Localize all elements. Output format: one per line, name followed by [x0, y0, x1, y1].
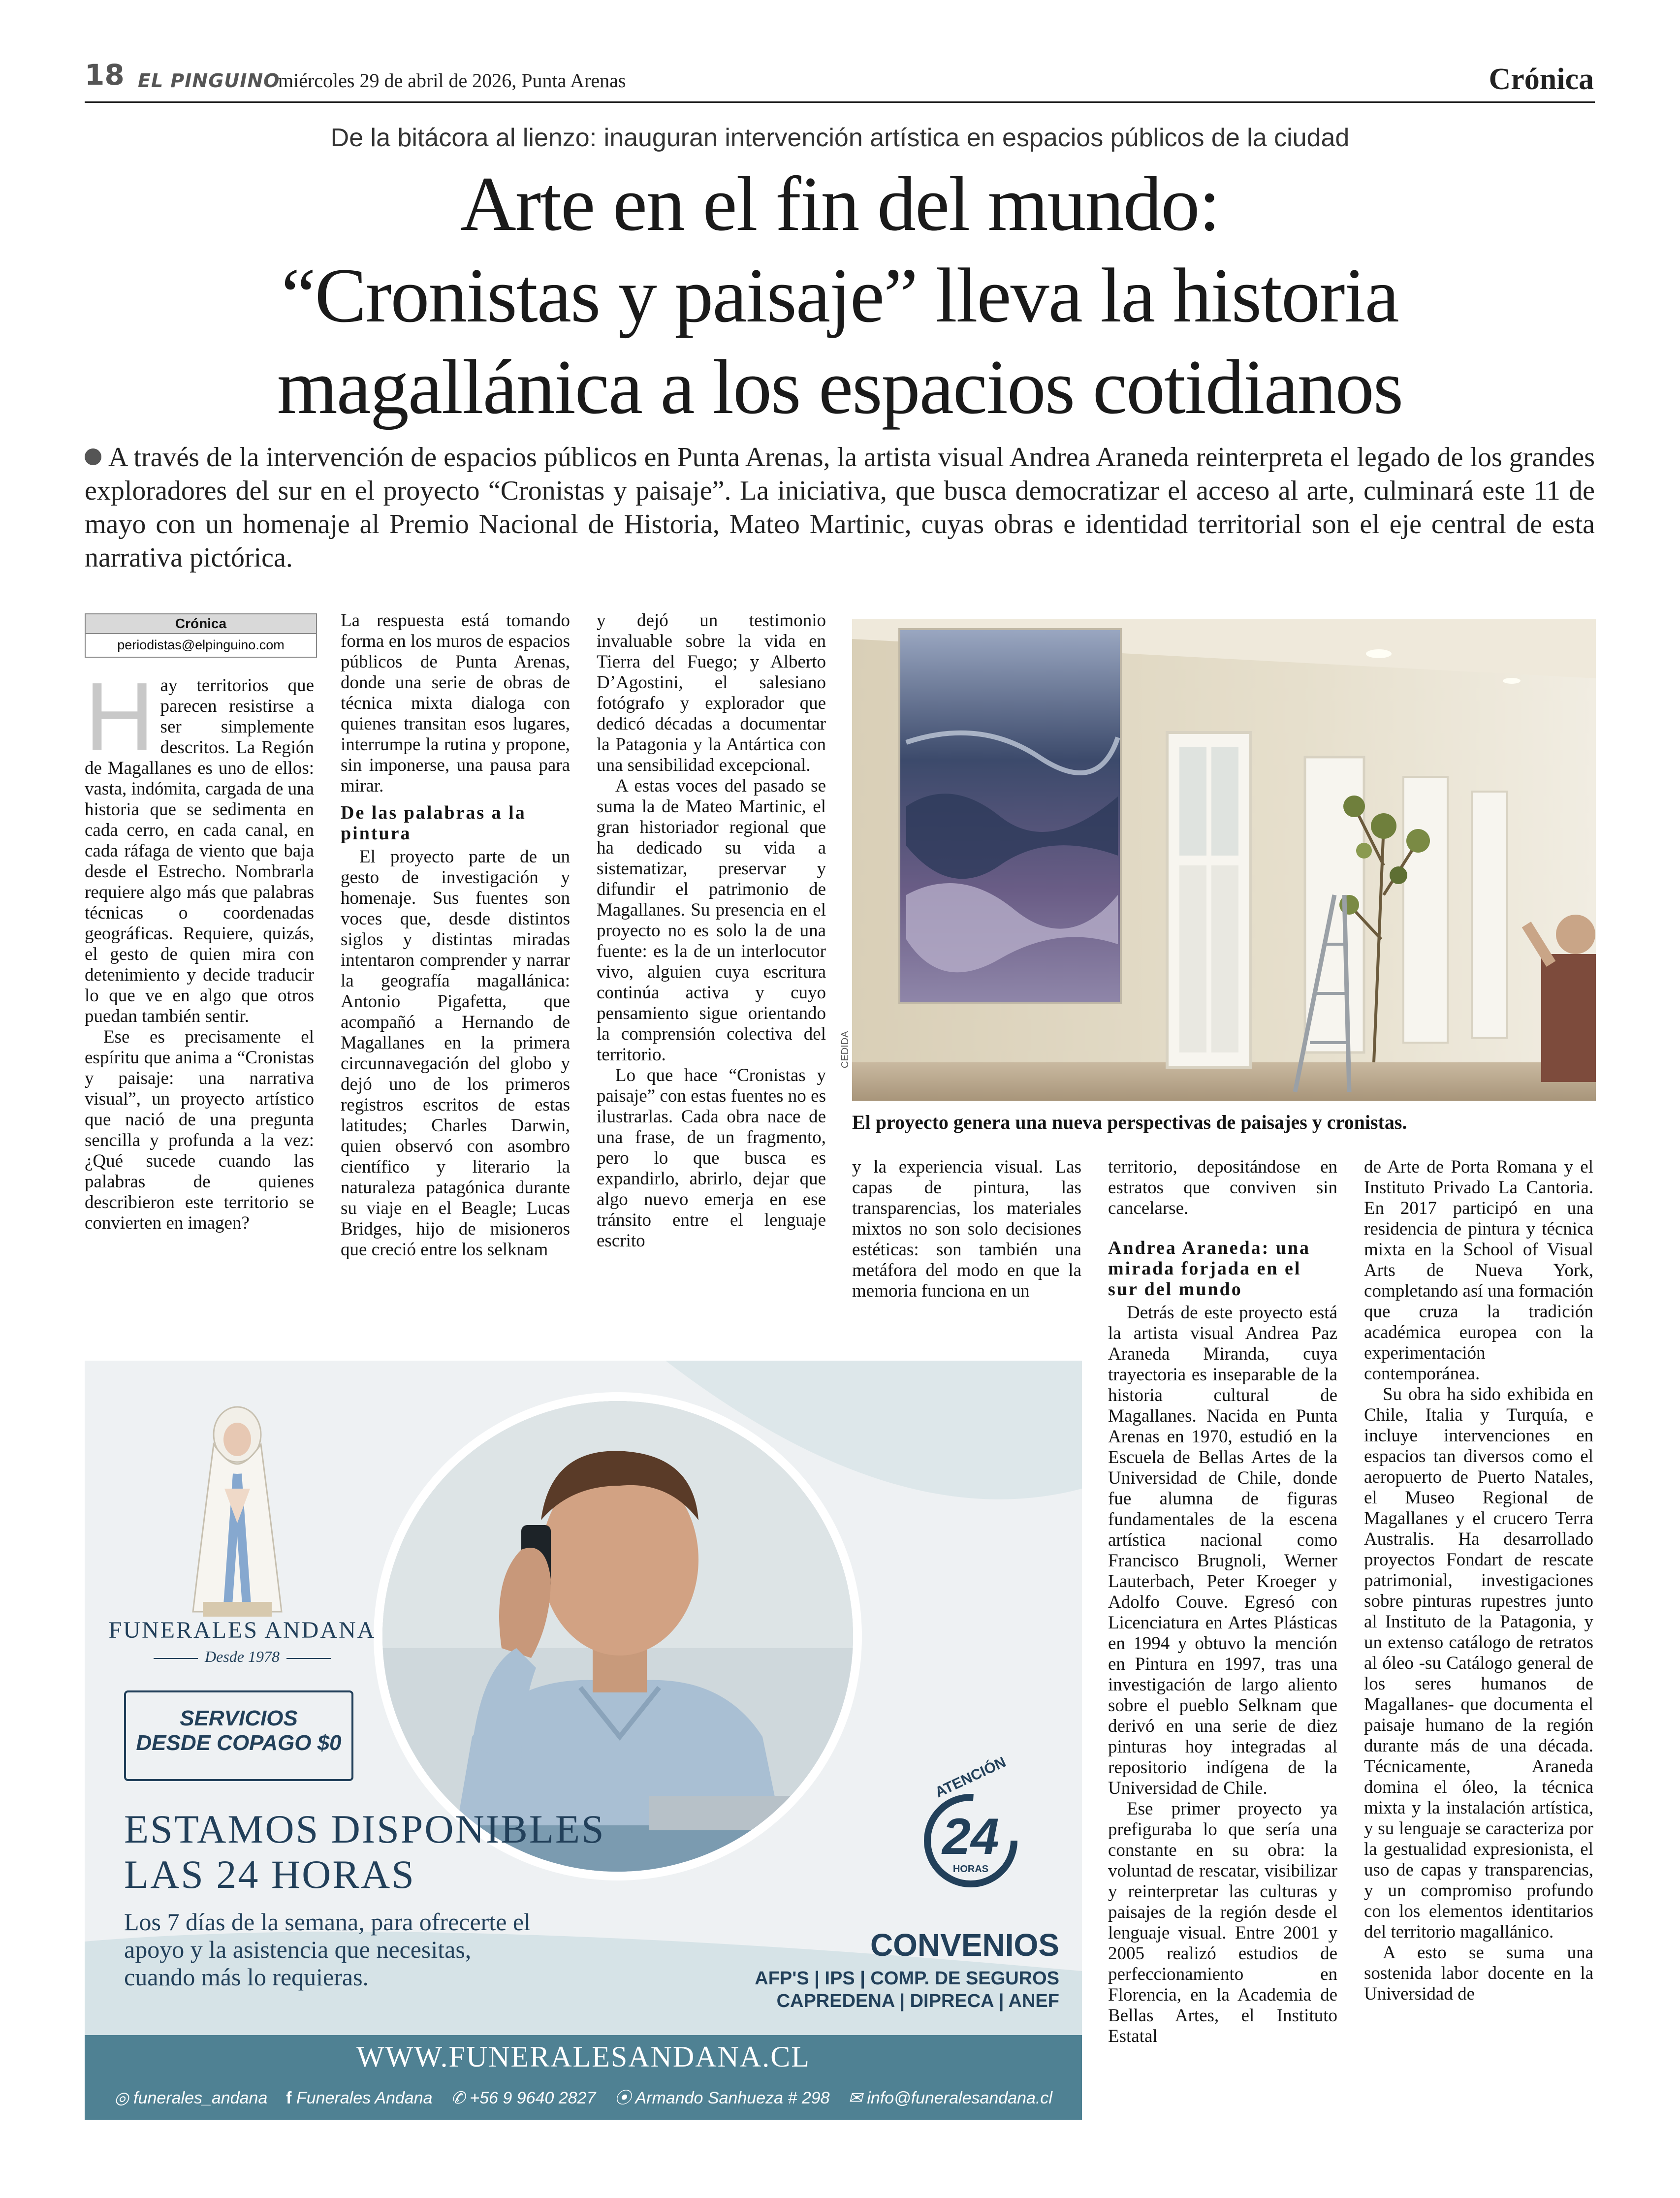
paragraph: territorio, depositándose en estratos que conviven sin cancelarse.	[1108, 1157, 1337, 1218]
ad-body-line-1: Los 7 días de la semana, para ofrecerte el	[124, 1908, 531, 1936]
ad-headline	[124, 1807, 605, 1897]
paragraph: Ese es precisamente el espíritu que anima a “Cronistas y paisaje: una narrativa visual”, un proyecto artístico que nació de una pregunta sencilla y profunda a la vez: ¿Qué sucede cuando las palabras de quienes describieron este territorio se convierten en imagen?	[85, 1027, 314, 1233]
paragraph: y la experiencia visual. Las capas de pintura, las transparencias, los materiales mixtos no son solo decisiones estéticas: son también una metáfora del modo en que la memoria funciona en un	[852, 1157, 1081, 1301]
byline-section: Crónica	[86, 614, 316, 634]
paragraph: y dejó un testimonio invaluable sobre la vida en Tierra del Fuego; y Alberto D’Agostini, el salesiano fotógrafo y explorador que dedicó décadas a documentar la Patagonia y la Antártica con una sensibilidad excepcional.	[597, 610, 826, 775]
convenios-list	[725, 1967, 1059, 2012]
paragraph: Su obra ha sido exhibida en Chile, Italia y Turquía, e incluye intervenciones en espacios tan diversos como el aeropuerto de Puerto Natales, el Museo Regional de Magallanes y el crucero Terra Australis. Ha desarrollado proyectos Fondart de rescate patrimonial, investigaciones sobre pinturas rupestres junto al Instituto de la Patagonia, y un extenso catálogo de retratos al óleo -su Catálogo general de los seres humanos de Magallanes- que documenta el paisaje humano de la región durante más de una década. Técnicamente, Araneda domina el óleo, la técnica mixta y la instalación artística, y su lenguaje se caracteriza por la gestualidad expresionista, el uso de capas y transparencias, y un compromiso profundo con los elementos identitarios del territorio magallánico.	[1364, 1384, 1593, 1942]
phone-icon: ✆	[451, 2089, 465, 2107]
subheading: Andrea Araneda: una mirada forjada en el sur del mundo	[1108, 1238, 1311, 1300]
headline	[85, 159, 1595, 433]
paragraph: ay territorios que parecen resistirse a ser simplemente descritos. La Región de Magallanes es uno de ellos: vasta, indómita, cargada de una historia que se sedimenta en cada cerro, en cada canal, en cada ráfaga de viento que baja desde el Estrecho. Nombrarla requiere algo más que palabras técnicas o coordenadas geográficas. Requiere, quizás, el gesto de quien mira con detenimiento y decide traducir lo que ve en algo que otros puedan también sentir.	[85, 675, 314, 1026]
page-number: 18	[85, 58, 125, 92]
article-kicker: De la bitácora al lienzo: inauguran intervención artística en espacios públicos de la ciudad	[330, 124, 1350, 152]
paragraph: A estas voces del pasado se suma la de Mateo Martinic, el gran historiador regional que ha dedicado su vida a sistematizar, preservar y difundir el patrimonio de Magallanes. Su presencia en el proyecto no es solo la de una fuente: es la de un interlocutor vivo, alguien cuya escritura continúa activa y cuyo pensamiento sigue orientando la comprensión colectiva del territorio.	[597, 776, 826, 1065]
paragraph: Ese primer proyecto ya prefiguraba lo que sería una constante en su obra: la voluntad de rescatar, visibilizar y reinterpretar las culturas y paisajes de la región desde el lenguaje visual. Entre 2001 y 2005 realizó estudios de perfeccionamiento en Florencia, en la Academia de Bellas Artes, el Instituto Estatal	[1108, 1799, 1337, 2046]
ad-headline-line-2: LAS 24 HORAS	[124, 1852, 415, 1897]
photo-caption: El proyecto genera una nueva perspectivas de paisajes y cronistas.	[852, 1111, 1407, 1133]
email-address[interactable]: info@funeralesandana.cl	[867, 2089, 1052, 2107]
paragraph: A esto se suma una sostenida labor docente en la Universidad de	[1364, 1943, 1593, 2004]
paragraph: El proyecto parte de un gesto de investigación y homenaje. Sus fuentes son voces que, desde distintos siglos y distintas miradas intentaron comprender y narrar la geografía magallánica: Antonio Pigafetta, que acompañó a Hernando de Magallanes en la primera circunnavegación del globo y dejó uno de los primeros registros escritos de estas latitudes; Charles Darwin, quien observó con asombro científico y literario la naturaleza patagónica durante su viaje en el Beagle; Lucas Bridges, hijo de misioneros que creció entre los selknam	[341, 847, 570, 1260]
instagram-icon: ◎	[114, 2089, 129, 2107]
byline-email[interactable]: periodistas@elpinguino.com	[117, 637, 285, 652]
badge-line-1: SERVICIOS	[180, 1706, 298, 1730]
divider	[154, 1658, 198, 1659]
subheading: De las palabras a la pintura	[341, 802, 526, 844]
ad-body-line-2: apoyo y la asistencia que necesitas,	[124, 1936, 472, 1963]
location-pin-icon: ⦿	[614, 2089, 632, 2107]
convenios-line-2: CAPREDENA | DIPRECA | ANEF	[776, 1991, 1059, 2011]
article-column-4	[852, 1157, 1081, 1302]
atencion-label: ATENCIÓN	[932, 1753, 1009, 1801]
virgin-statue-icon	[173, 1405, 301, 1622]
dateline: miércoles 29 de abril de 2026, Punta Arenas	[278, 69, 626, 92]
address: Armando Sanhueza # 298	[635, 2089, 830, 2107]
hours-label: HORAS	[952, 1864, 989, 1875]
email-icon: ✉	[848, 2089, 862, 2107]
article-column-2	[341, 610, 570, 1260]
convenios-line-1: AFP'S | IPS | COMP. DE SEGUROS	[755, 1968, 1059, 1989]
ad-since-text: Desde 1978	[205, 1648, 280, 1665]
headline-line-2: “Cronistas y paisaje” lleva la historia	[281, 253, 1398, 339]
ad-contact-row	[114, 2084, 1079, 2108]
photo-credit: CEDIDA	[840, 1031, 851, 1068]
convenios-title: CONVENIOS	[870, 1927, 1059, 1963]
paragraph: de Arte de Porta Romana y el Instituto Privado La Cantoria. En 2017 participó en una residencia de pintura y técnica mixta en la School of Visual Arts de Nueva York, completando así una formación que cruza la tradición académica europea con la experimentación contemporánea.	[1364, 1157, 1593, 1384]
byline-box	[85, 613, 317, 658]
headline-line-1: Arte en el fin del mundo:	[460, 161, 1220, 247]
article-column-3	[597, 610, 826, 1251]
article-photo	[852, 619, 1596, 1101]
badge-line-2: DESDE COPAGO $0	[136, 1731, 342, 1755]
divider	[286, 1658, 331, 1659]
facebook-handle[interactable]: Funerales Andana	[296, 2089, 433, 2107]
ad-brand: FUNERALES ANDANA	[108, 1617, 376, 1643]
section-name: Crónica	[1489, 63, 1594, 96]
article-dek	[85, 441, 1595, 574]
bullet-icon	[85, 448, 101, 465]
article-column-1	[85, 663, 314, 1234]
ad-since	[104, 1648, 380, 1666]
ad-headline-line-1: ESTAMOS DISPONIBLES	[124, 1807, 605, 1851]
ad-body-line-3: cuando más lo requieras.	[124, 1963, 369, 1991]
newspaper-logo: EL PINGUINO	[138, 70, 280, 92]
ad-website[interactable]: WWW.FUNERALESANDANA.CL	[356, 2040, 810, 2073]
hours-number: 24	[942, 1808, 999, 1865]
article-column-6	[1364, 1157, 1593, 2005]
funeral-advertisement[interactable]	[85, 1361, 1082, 2120]
instagram-handle[interactable]: funerales_andana	[133, 2089, 268, 2107]
paragraph: La respuesta está tomando forma en los muros de espacios públicos de Punta Arenas, donde una serie de obras de técnica mixta dialoga con quienes transitan esos lugares, interrumpe la rutina y propone, sin imponerse, una pausa para mirar.	[341, 610, 570, 796]
servicios-badge	[124, 1690, 353, 1781]
phone-number[interactable]: +56 9 9640 2827	[470, 2089, 596, 2107]
facebook-icon: f	[286, 2089, 292, 2107]
article-column-5	[1108, 1157, 1337, 2047]
paragraph: Lo que hace “Cronistas y paisaje” con estas fuentes no es ilustrarlas. Cada obra nace de una frase, de un fragmento, pero lo que busca es expandirlo, abrirlo, dejar que algo nuevo emerja en ese tránsito entre el lenguaje escrito	[597, 1065, 826, 1251]
header-rule	[85, 101, 1595, 103]
headline-line-3: magallánica a los espacios cotidianos	[277, 344, 1403, 430]
photo-illustration	[852, 619, 1596, 1101]
paragraph: Detrás de este proyecto está la artista visual Andrea Paz Araneda Miranda, cuya trayectoria es inseparable de la historia cultural de Magallanes. Nacida en Punta Arenas en 1970, estudió en la Escuela de Bellas Artes de la Universidad de Chile, donde fue alumna de figuras fundamentales de la escena artística nacional como Francisco Brugnoli, Werner Lauterbach, Peter Kroeger y Adolfo Couve. Egresó con Licenciatura en Artes Plásticas en 1994 y obtuvo la mención en Pintura en 1997, tras una investigación de largo aliento sobre el pueblo Selknam que derivó en una serie de diez pinturas hoy integradas al repositorio indígena de la Universidad de Chile.	[1108, 1303, 1337, 1798]
dek-text: A través de la intervención de espacios públicos en Punta Arenas, la artista visual Andrea Araneda reinterpreta el legado de los grandes exploradores del sur en el proyecto “Cronistas y paisaje”. La iniciativa, que busca democratizar el acceso al arte, culminará este 11 de mayo con un homenaje al Premio Nacional de Historia, Mateo Martinic, cuyas obras e identidad territorial son el eje central de esta narrativa pictórica.	[85, 442, 1595, 573]
drop-cap: H	[85, 663, 155, 770]
ad-body	[124, 1908, 531, 1991]
